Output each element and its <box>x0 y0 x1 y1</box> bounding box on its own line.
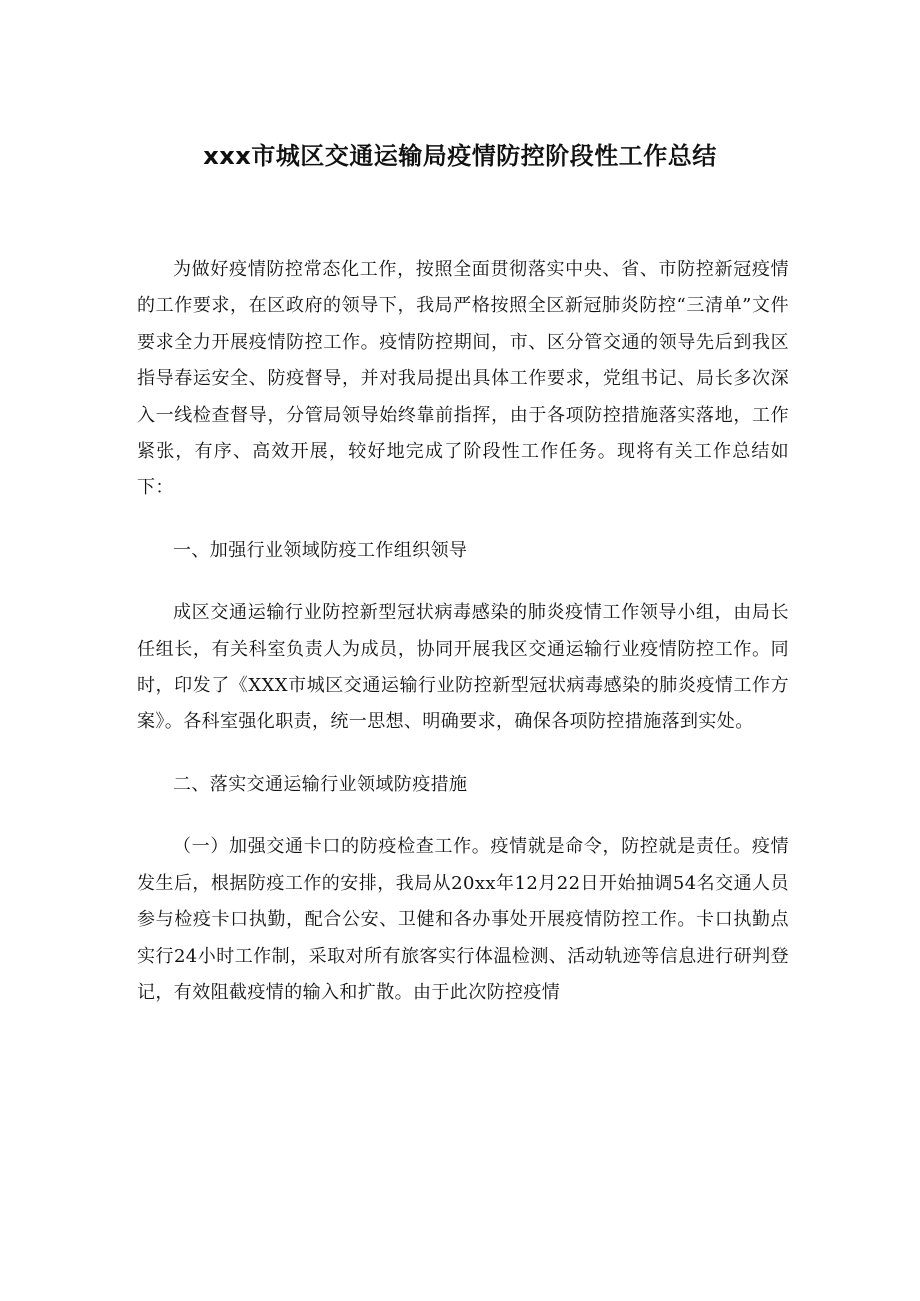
section-2-paragraph: （一）加强交通卡口的防疫检查工作。疫情就是命令，防控就是责任。疫情发生后，根据防疫工作的安排，我局从20xx年12月22日开始抽调54名交通人员参与检疫卡口执勤，配合公安、卫健和各办事处开展疫情防控工作。卡口执勤点实行24小时工作制，采取对所有旅客实行体温检测、活动轨迹等信息进行研判登记，有效阻截疫情的输入和扩散。由于此次防控疫情 <box>137 836 789 1003</box>
document-body <box>137 252 789 1011</box>
intro-paragraph: 为做好疫情防控常态化工作，按照全面贯彻落实中央、省、市防控新冠疫情的工作要求，在区政府的领导下，我局严格按照全区新冠肺炎防控“三清单”文件要求全力开展疫情防控工作。疫情防控期间，市、区分管交通的领导先后到我区指导春运安全、防疫督导，并对我局提出具体工作要求，党组书记、局长多次深入一线检查督导，分管局领导始终靠前指挥，由于各项防控措施落实落地，工作紧张，有序、高效开展，较好地完成了阶段性工作任务。现将有关工作总结如下： <box>137 259 789 499</box>
section-1-paragraph: 成区交通运输行业防控新型冠状病毒感染的肺炎疫情工作领导小组，由局长任组长，有关科室负责人为成员，协同开展我区交通运输行业疫情防控工作。同时，印发了《XXX市城区交通运输行业防控新型冠状病毒感染的肺炎疫情工作方案》。各科室强化职责，统一思想、明确要求，确保各项防控措施落到实处。 <box>137 602 789 733</box>
section-2-heading: 二、落实交通运输行业领域防疫措施 <box>173 773 468 795</box>
section-1-heading: 一、加强行业领域防疫工作组织领导 <box>173 539 468 561</box>
document-title: xxx市城区交通运输局疫情防控阶段性工作总结 <box>203 142 717 170</box>
